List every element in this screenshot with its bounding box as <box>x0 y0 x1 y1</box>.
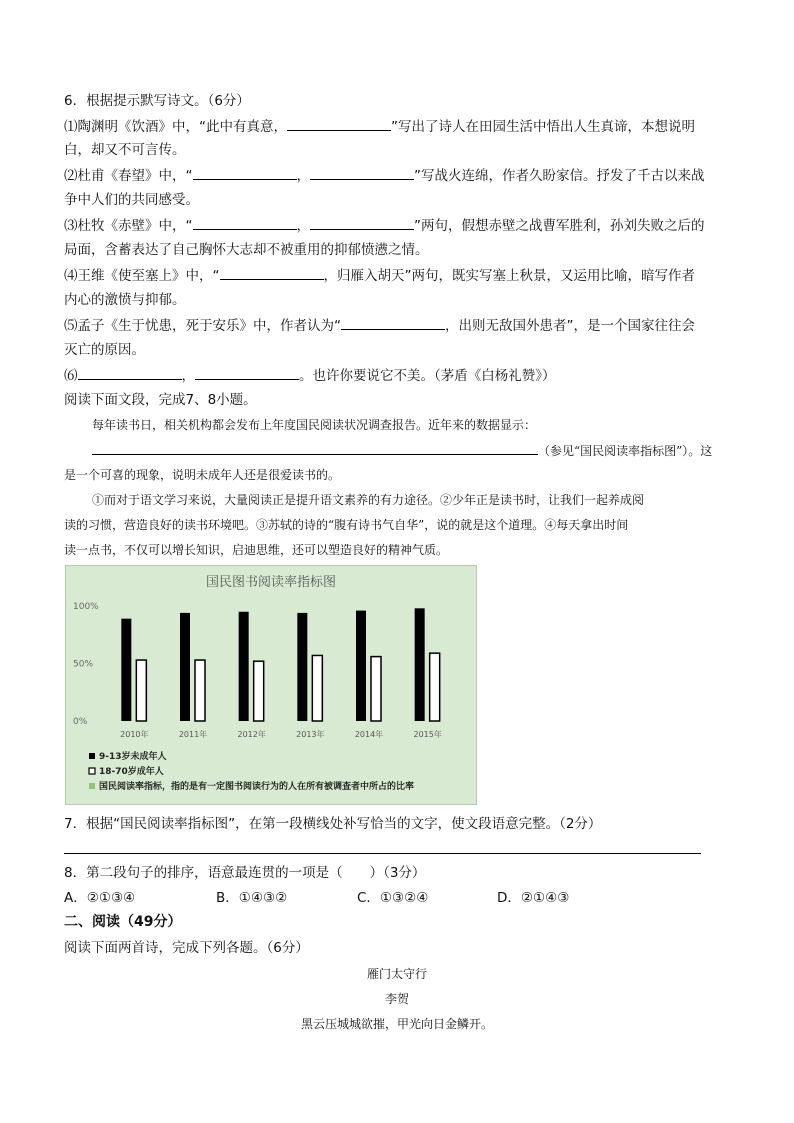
passage-p2-line-1: ①而对于语文学习来说，大量阅读正是提升语文素养的有力途径。②少年正是读书时，让我们一起养成阅 <box>92 493 645 507</box>
q6-line-2: 白，却又不可言传。 <box>64 142 186 158</box>
bar-children <box>297 613 307 721</box>
q6-7-text-a: ⑷王维《使至塞上》中，“ <box>64 268 220 284</box>
bar-adults <box>430 653 440 721</box>
answer-blank[interactable] <box>287 117 391 131</box>
q6-11-text-c: 。也许你要说它不美。（茅盾《白杨礼赞》） <box>299 368 556 384</box>
q8-option-d[interactable]: D．②①④③ <box>497 890 570 906</box>
q6-7-text-b: ，归雁入胡天”两句，既实写塞上秋景，又运用比喻，暗写作者 <box>323 268 695 284</box>
q6-5-text-c: ”两句，假想赤壁之战曹军胜利，孙刘失败之后的 <box>414 218 705 234</box>
x-tick-label: 2014年 <box>354 730 384 739</box>
q8-text: 8．第二段句子的排序，语意最连贯的一项是（ ）（3分） <box>64 865 426 881</box>
q6-3-text-b: ， <box>296 168 310 184</box>
q6-line-7 <box>64 266 695 285</box>
section-heading: 二、阅读（49分） <box>64 914 182 930</box>
bar-children <box>180 613 190 721</box>
q6-11-text-b: ， <box>181 368 195 384</box>
x-tick-label: 2015年 <box>413 730 442 739</box>
y-tick-label: 0% <box>73 717 88 727</box>
answer-blank[interactable] <box>78 366 182 380</box>
q6-5-text-a: ⑶杜牧《赤壁》中，“ <box>64 218 193 234</box>
answer-blank[interactable] <box>310 216 414 230</box>
q7-answer-line[interactable] <box>64 853 701 854</box>
bar-adults <box>312 655 322 721</box>
q6-line-6: 局面，含蓄表达了自己胸怀大志却不被重用的抑郁愤懑之情。 <box>64 242 429 258</box>
answer-blank[interactable] <box>220 266 324 280</box>
q8-option-a[interactable]: A．②①③④ <box>64 890 136 906</box>
x-tick-label: 2010年 <box>120 730 149 739</box>
q6-line-3 <box>64 166 705 185</box>
y-tick-label: 100% <box>73 602 99 612</box>
answer-blank[interactable] <box>195 366 299 380</box>
q6-9-text-a: ⑸孟子《生于忧患，死于安乐》中，作者认为“ <box>64 318 341 334</box>
poem-author: 李贺 <box>384 992 409 1006</box>
legend-note: 国民阅读率指标，指的是有一定图书阅读行为的人在所有被调查者中所占的比率 <box>99 782 415 792</box>
passage-p1-line-3: 是一个可喜的现象，说明未成年人还是很爱读书的。 <box>64 468 341 482</box>
legend-swatch-note <box>89 783 95 789</box>
q6-3-text-c: ”写战火连绵，作者久盼家信。抒发了千古以来战 <box>414 168 705 184</box>
legend-swatch-adults <box>89 768 95 774</box>
q6-line-9 <box>64 316 695 335</box>
passage-p1-text-b: （参见“国民阅读率指标图”）。这 <box>538 444 713 458</box>
q8-option-b[interactable]: B．①④③② <box>216 890 288 906</box>
y-tick-label: 50% <box>73 659 94 670</box>
q6-3-text-a: ⑵杜甫《春望》中，“ <box>64 168 193 184</box>
q7-text: 7．根据“国民阅读率指标图”，在第一段横线处补写恰当的文字，使文段语意完整。（2分） <box>64 816 602 832</box>
x-tick-label: 2013年 <box>296 730 325 739</box>
answer-blank[interactable] <box>310 166 414 180</box>
answer-blank[interactable] <box>341 316 445 330</box>
passage-p2-line-3: 读一点书，不仅可以增长知识，启迪思维，还可以塑造良好的精神气质。 <box>64 543 449 557</box>
q6-line-4: 争中人们的共同感受。 <box>64 192 199 208</box>
passage-p1-line-2 <box>64 441 712 460</box>
q6-title: 6．根据提示默写诗文。（6分） <box>64 93 250 109</box>
x-tick-label: 2012年 <box>237 730 266 739</box>
x-tick-label: 2011年 <box>178 730 208 739</box>
poem-title: 雁门太守行 <box>366 967 427 981</box>
answer-blank[interactable] <box>193 166 297 180</box>
reading-rate-chart <box>65 565 477 805</box>
bar-children <box>239 612 249 721</box>
q6-9-text-b: ，出则无敌国外患者”，是一个国家往往会 <box>445 318 695 334</box>
q6-line-11 <box>64 366 556 385</box>
legend-swatch-children <box>89 753 95 759</box>
passage-p1-line-1: 每年读书日，相关机构都会发布上年度国民阅读状况调查报告。近年来的数据显示： <box>92 418 537 432</box>
q6-line-8: 内心的激愤与抑郁。 <box>64 292 186 308</box>
bar-adults <box>136 660 146 721</box>
passage-p2-line-2: 读的习惯，营造良好的读书环境吧。③苏轼的诗的“腹有诗书气自华”，说的就是这个道理。④每天拿出时间 <box>64 518 629 532</box>
q6-1-text-a: ⑴陶渊明《饮酒》中，“此中有真意， <box>64 119 287 135</box>
bar-children <box>415 608 425 721</box>
q6-1-text-b: ”写出了诗人在田园生活中悟出人生真谛，本想说明 <box>391 119 695 135</box>
legend-label-adults: 18-70岁成年人 <box>99 767 164 777</box>
bar-adults <box>254 661 264 721</box>
bar-adults <box>371 657 381 721</box>
q8-option-c[interactable]: C．①③②④ <box>357 890 429 906</box>
q6-line-10: 灭亡的原因。 <box>64 342 145 358</box>
reading-intro: 阅读下面文段，完成7、8小题。 <box>64 392 257 408</box>
bar-children <box>356 611 366 721</box>
q6-11-text-a: ⑹ <box>64 368 78 384</box>
bar-children <box>121 619 131 721</box>
bar-adults <box>195 660 205 721</box>
answer-blank[interactable] <box>193 216 297 230</box>
passage-answer-blank[interactable] <box>92 441 538 455</box>
chart-title: 国民图书阅读率指标图 <box>205 575 337 590</box>
poem-line-1: 黑云压城城欲摧，甲光向日金鳞开。 <box>300 1017 493 1031</box>
legend-label-children: 9-13岁未成年人 <box>99 752 167 762</box>
q6-5-text-b: ， <box>296 218 310 234</box>
q6-line-5 <box>64 216 705 235</box>
section-intro: 阅读下面两首诗，完成下列各题。（6分） <box>64 940 309 956</box>
q6-line-1 <box>64 117 695 136</box>
